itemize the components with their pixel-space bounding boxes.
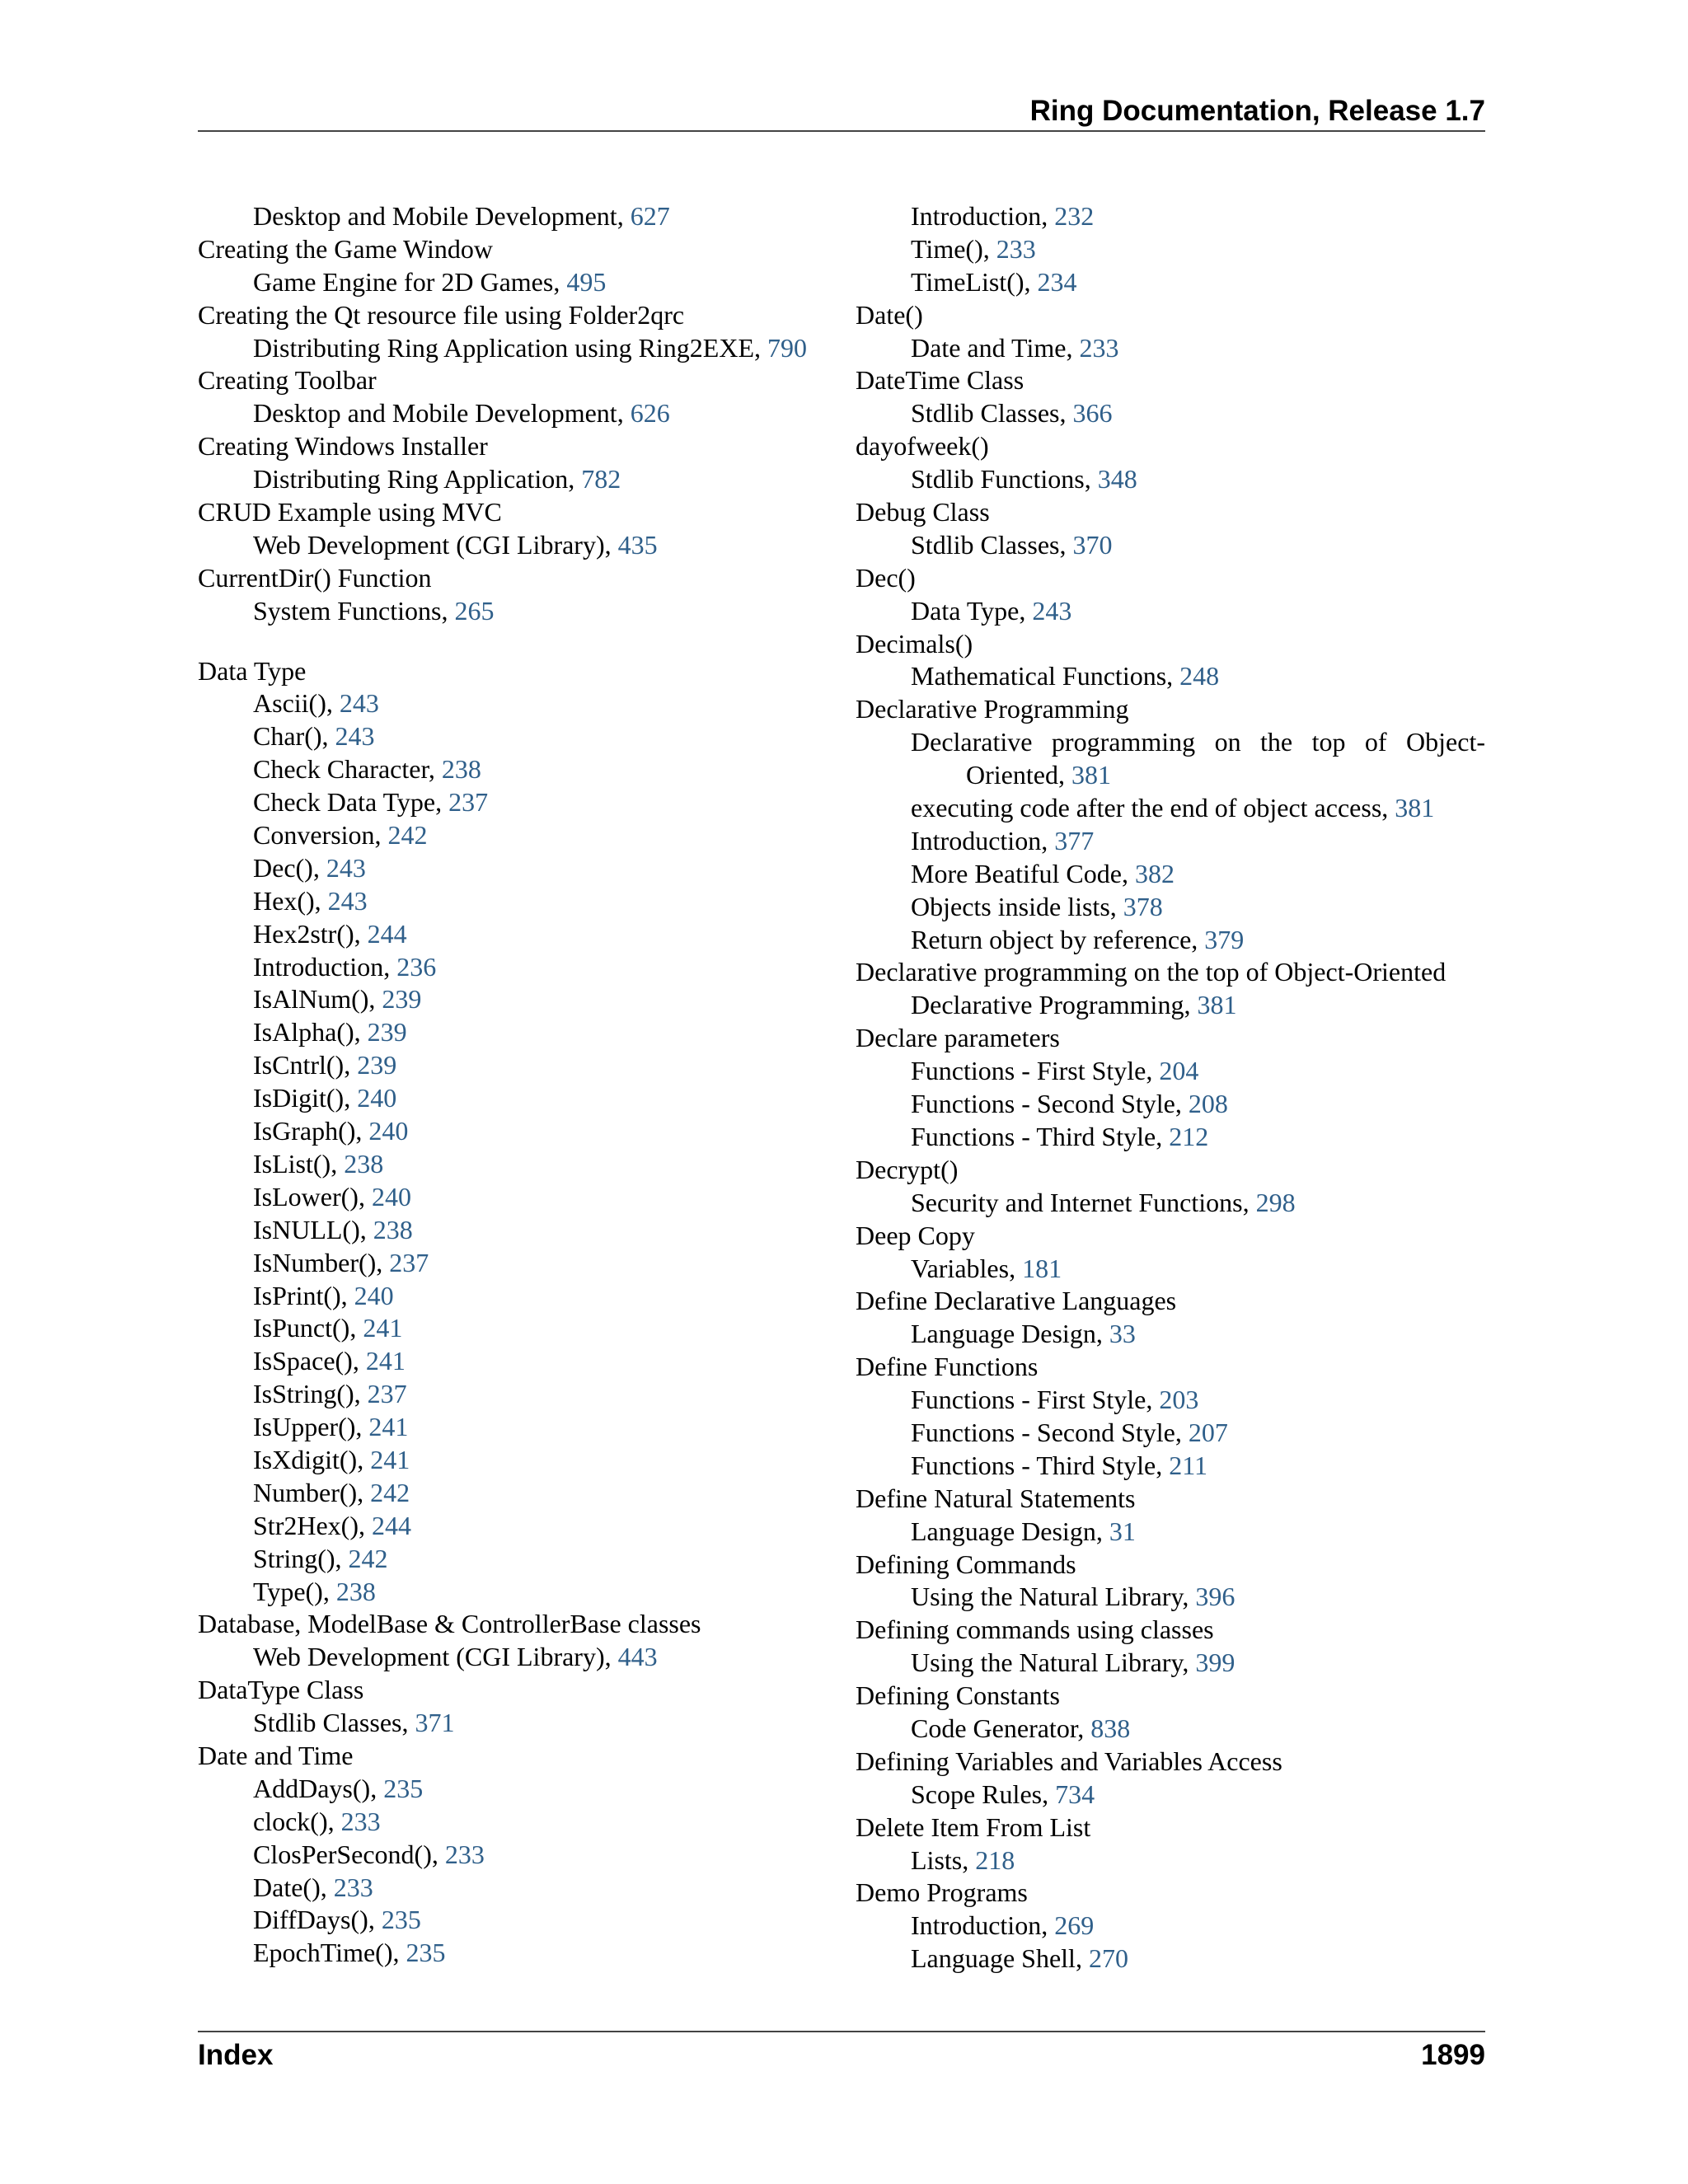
- entry-text: System Functions,: [253, 595, 455, 626]
- page-reference-link[interactable]: 348: [1097, 464, 1137, 494]
- index-term: [856, 1021, 1485, 1054]
- index-subentry: [856, 1580, 1485, 1613]
- index-subentry: [856, 1942, 1485, 1975]
- entry-text: Functions - Third Style,: [911, 1121, 1170, 1151]
- index-term: [856, 1284, 1485, 1317]
- page-reference-link[interactable]: 208: [1188, 1089, 1228, 1119]
- index-subentry: [856, 857, 1485, 890]
- index-term: [856, 1811, 1485, 1844]
- entry-text: Date(),: [253, 1872, 334, 1902]
- page-reference-link[interactable]: 239: [367, 1017, 407, 1047]
- page-reference-link[interactable]: 238: [441, 754, 481, 785]
- index-subentry: [856, 331, 1485, 364]
- entry-text: Declarative programming on the top of Object-Oriented: [856, 957, 1447, 987]
- index-subentry: [198, 1443, 832, 1476]
- page-reference-link[interactable]: 235: [381, 1905, 421, 1935]
- index-subentry: [198, 752, 832, 785]
- footer-rule: [198, 2031, 1485, 2032]
- index-subentry: [198, 528, 832, 561]
- index-subentry: [198, 1509, 832, 1542]
- entry-text: IsCntrl(),: [253, 1050, 358, 1080]
- index-subentry: [198, 851, 832, 884]
- index-term: [198, 1739, 832, 1772]
- page-reference-link[interactable]: 243: [327, 885, 368, 916]
- page-reference-link[interactable]: 238: [373, 1214, 413, 1244]
- index-subentry: [198, 982, 832, 1015]
- index-subentry: [856, 890, 1485, 923]
- index-subentry: [198, 1772, 832, 1805]
- entry-text: Defining Constants: [856, 1680, 1060, 1711]
- index-subentry: [856, 791, 1485, 824]
- index-term: [198, 1673, 832, 1706]
- index-subentry: [856, 232, 1485, 265]
- running-footer: [198, 2036, 1485, 2075]
- entry-text: AddDays(),: [253, 1773, 384, 1803]
- index-subentry: [198, 687, 832, 719]
- index-term: [856, 1482, 1485, 1515]
- entry-text: Distributing Ring Application,: [253, 464, 582, 494]
- entry-text: Hex2str(),: [253, 918, 368, 949]
- index-subentry: [198, 1476, 832, 1509]
- entry-text: IsAlNum(),: [253, 984, 382, 1015]
- entry-text: Define Natural Statements: [856, 1483, 1136, 1513]
- entry-text: Code Generator,: [911, 1713, 1091, 1743]
- page-reference-link[interactable]: 211: [1169, 1450, 1207, 1480]
- page-reference-link[interactable]: 243: [339, 688, 379, 719]
- index-subentry: [856, 1449, 1485, 1482]
- entry-text: Defining Commands: [856, 1549, 1076, 1579]
- entry-text: IsGraph(),: [253, 1116, 369, 1146]
- entry-text: executing code after the end of object access,: [911, 793, 1395, 823]
- entry-text: Declare parameters: [856, 1023, 1060, 1053]
- page-reference-link[interactable]: 237: [367, 1379, 407, 1409]
- entry-text: TimeList(),: [911, 266, 1038, 297]
- index-term: [856, 1745, 1485, 1778]
- index-subentry: [856, 1712, 1485, 1745]
- entry-text: Data Type,: [911, 595, 1033, 626]
- entry-text: Introduction,: [911, 1910, 1055, 1941]
- entry-text: Stdlib Classes,: [253, 1708, 415, 1738]
- entry-text: String(),: [253, 1543, 349, 1573]
- entry-text: Conversion,: [253, 820, 388, 851]
- index-subentry: [198, 1936, 832, 1969]
- entry-text: clock(),: [253, 1806, 341, 1836]
- entry-text: Creating the Game Window: [198, 233, 494, 264]
- index-subentry: [856, 528, 1485, 561]
- page-reference-link[interactable]: 235: [383, 1773, 424, 1803]
- entry-text: Language Design,: [911, 1516, 1109, 1546]
- entry-text: Defining Variables and Variables Access: [856, 1746, 1282, 1776]
- index-subentry: [198, 396, 832, 429]
- entry-text: Introduction,: [253, 951, 397, 982]
- footer-page-number: 1899: [1421, 2039, 1485, 2071]
- entry-text: Date and Time,: [911, 332, 1080, 363]
- entry-text: Delete Item From List: [856, 1811, 1091, 1842]
- page-reference-link[interactable]: 244: [367, 918, 407, 949]
- index-column-left: [198, 199, 832, 1969]
- page-reference-link[interactable]: 239: [382, 984, 422, 1015]
- entry-text: IsPunct(),: [253, 1313, 363, 1343]
- page-reference-link[interactable]: 232: [1054, 201, 1095, 231]
- running-header: Ring Documentation, Release 1.7: [1029, 95, 1485, 127]
- entry-text: Mathematical Functions,: [911, 661, 1180, 691]
- index-term: [198, 298, 832, 331]
- entry-text: Distributing Ring Application using Ring2EXE,: [253, 332, 767, 363]
- entry-text: Stdlib Classes,: [911, 398, 1073, 429]
- entry-text: Web Development (CGI Library),: [253, 529, 618, 560]
- page-reference-link[interactable]: 370: [1072, 529, 1113, 560]
- index-subentry: [198, 594, 832, 627]
- index-subentry: [856, 758, 1485, 791]
- page-reference-link[interactable]: 242: [370, 1477, 410, 1507]
- entry-text: IsSpace(),: [253, 1346, 366, 1376]
- entry-text: CRUD Example using MVC: [198, 497, 502, 527]
- entry-text: Number(),: [253, 1477, 371, 1507]
- entry-text: Return object by reference,: [911, 924, 1205, 954]
- index-subentry: [198, 199, 832, 232]
- entry-text: IsNumber(),: [253, 1247, 390, 1277]
- page-reference-link[interactable]: 234: [1037, 266, 1077, 297]
- entry-text: DateTime Class: [856, 365, 1025, 396]
- entry-text: IsUpper(),: [253, 1412, 369, 1442]
- index-term: [856, 429, 1485, 462]
- index-term: [856, 1350, 1485, 1383]
- page-reference-link[interactable]: 399: [1195, 1647, 1236, 1678]
- index-term: [856, 692, 1485, 725]
- page-reference-link[interactable]: 371: [415, 1708, 455, 1738]
- page-reference-link[interactable]: 243: [335, 721, 375, 752]
- entry-text: Introduction,: [911, 201, 1055, 231]
- entry-text: Functions - Third Style,: [911, 1450, 1170, 1480]
- index-subentry: [198, 1015, 832, 1048]
- page-reference-link[interactable]: 204: [1159, 1056, 1199, 1086]
- page-reference-link[interactable]: 241: [368, 1412, 409, 1442]
- page-reference-link[interactable]: 233: [1079, 332, 1119, 363]
- index-subentry: [198, 1805, 832, 1838]
- entry-text: Defining commands using classes: [856, 1615, 1214, 1645]
- entry-text: Creating Toolbar: [198, 365, 377, 396]
- page-reference-link[interactable]: 396: [1195, 1582, 1236, 1612]
- entry-text: Creating the Qt resource file using Folder2qrc: [198, 299, 685, 330]
- page-reference-link[interactable]: 238: [335, 1576, 376, 1606]
- index-subentry: [198, 1246, 832, 1279]
- index-subentry: [198, 785, 832, 818]
- index-subentry: [198, 1147, 832, 1180]
- index-subentry: [856, 1317, 1485, 1350]
- index-subentry: [856, 1186, 1485, 1219]
- page-reference-link[interactable]: 379: [1204, 924, 1245, 954]
- index-term: [856, 495, 1485, 528]
- index-term: [856, 561, 1485, 594]
- entry-text: Decimals(): [856, 628, 973, 658]
- index-subentry: [856, 1778, 1485, 1811]
- index-subentry: [198, 1903, 832, 1936]
- page-reference-link[interactable]: 236: [396, 951, 437, 982]
- index-subentry: [856, 923, 1485, 956]
- entry-text: Web Development (CGI Library),: [253, 1642, 618, 1672]
- page-reference-link[interactable]: 495: [566, 266, 607, 297]
- entry-text: Date and Time: [198, 1740, 354, 1770]
- index-subentry: [198, 1377, 832, 1410]
- index-subentry: [198, 1542, 832, 1575]
- page-reference-link[interactable]: 238: [344, 1148, 384, 1179]
- entry-text: Dec(),: [253, 852, 326, 883]
- index-term: [856, 363, 1485, 396]
- entry-text: Define Functions: [856, 1352, 1039, 1382]
- page-reference-link[interactable]: 378: [1123, 891, 1163, 921]
- page-reference-link[interactable]: 377: [1054, 825, 1095, 855]
- index-term: [198, 232, 832, 265]
- page-reference-link[interactable]: 270: [1088, 1943, 1128, 1974]
- index-term: [856, 1613, 1485, 1646]
- index-subentry: [856, 1252, 1485, 1285]
- entry-text: Stdlib Functions,: [911, 464, 1098, 494]
- index-subentry: [198, 1575, 832, 1608]
- page-reference-link[interactable]: 33: [1109, 1319, 1136, 1349]
- index-subentry: [856, 1646, 1485, 1679]
- index-subentry: [198, 950, 832, 983]
- page-reference-link[interactable]: 243: [1032, 595, 1072, 626]
- page-reference-link[interactable]: 435: [617, 529, 658, 560]
- entry-text: Str2Hex(),: [253, 1510, 372, 1540]
- page-reference-link[interactable]: 269: [1054, 1910, 1095, 1941]
- entry-text: Define Declarative Languages: [856, 1286, 1177, 1316]
- entry-text: DataType Class: [198, 1675, 364, 1705]
- entry-text: Deep Copy: [856, 1220, 975, 1250]
- page-reference-link[interactable]: 212: [1169, 1121, 1209, 1151]
- page-reference-link[interactable]: 298: [1255, 1187, 1296, 1217]
- page-reference-link[interactable]: 240: [354, 1280, 394, 1310]
- page-reference-link[interactable]: 241: [363, 1313, 403, 1343]
- index-term: [198, 363, 832, 396]
- letter-group-gap: [198, 627, 832, 654]
- entry-text: Oriented,: [966, 760, 1071, 790]
- index-subentry: [198, 719, 832, 752]
- entry-text: IsString(),: [253, 1379, 368, 1409]
- entry-text: Check Character,: [253, 754, 442, 785]
- entry-text: Objects inside lists,: [911, 891, 1123, 921]
- index-subentry: [198, 1180, 832, 1213]
- entry-text: Database, ModelBase & ControllerBase classes: [198, 1609, 701, 1639]
- index-subentry: [856, 1515, 1485, 1548]
- index-subentry: [198, 1410, 832, 1443]
- page-reference-link[interactable]: 366: [1072, 398, 1113, 429]
- index-term: [856, 1876, 1485, 1909]
- index-subentry: [198, 1048, 832, 1081]
- index-subentry: [856, 199, 1485, 232]
- index-column-right: [856, 199, 1485, 1975]
- index-subentry: [198, 884, 832, 917]
- index-term: [856, 298, 1485, 331]
- entry-text: Functions - Second Style,: [911, 1417, 1189, 1447]
- entry-text: Creating Windows Installer: [198, 431, 488, 462]
- index-subentry: [856, 659, 1485, 692]
- page-reference-link[interactable]: 31: [1109, 1516, 1136, 1546]
- entry-text: IsPrint(),: [253, 1280, 354, 1310]
- page-reference-link[interactable]: 181: [1022, 1253, 1062, 1283]
- page-reference-link[interactable]: 243: [326, 852, 366, 883]
- entry-text: Dec(): [856, 562, 916, 593]
- index-term: [198, 495, 832, 528]
- page-reference-link[interactable]: 242: [348, 1543, 388, 1573]
- index-subentry: [856, 1120, 1485, 1153]
- page-reference-link[interactable]: 627: [630, 201, 670, 231]
- entry-text: Time(),: [911, 233, 996, 264]
- page-reference-link[interactable]: 443: [617, 1642, 658, 1672]
- index-subentry: [856, 1383, 1485, 1416]
- entry-text: EpochTime(),: [253, 1938, 406, 1968]
- entry-text: IsDigit(),: [253, 1083, 358, 1113]
- page-reference-link[interactable]: 790: [767, 332, 807, 363]
- page-reference-link[interactable]: 240: [368, 1116, 409, 1146]
- entry-text: Desktop and Mobile Development,: [253, 398, 631, 429]
- page-reference-link[interactable]: 241: [365, 1346, 406, 1376]
- entry-text: Desktop and Mobile Development,: [253, 201, 631, 231]
- entry-text: Introduction,: [911, 825, 1055, 855]
- page-reference-link[interactable]: 734: [1055, 1779, 1095, 1809]
- page-reference-link[interactable]: 626: [630, 398, 670, 429]
- page-reference-link[interactable]: 235: [406, 1938, 446, 1968]
- entry-text: Scope Rules,: [911, 1779, 1056, 1809]
- entry-text: dayofweek(): [856, 431, 989, 462]
- page-reference-link[interactable]: 248: [1179, 661, 1220, 691]
- index-subentry: [856, 988, 1485, 1021]
- page-reference-link[interactable]: 240: [357, 1083, 397, 1113]
- entry-text: Check Data Type,: [253, 787, 449, 818]
- entry-text: Declarative Programming,: [911, 990, 1198, 1020]
- page-reference-link[interactable]: 233: [444, 1839, 485, 1869]
- entry-text: Using the Natural Library,: [911, 1647, 1196, 1678]
- page-reference-link[interactable]: 242: [387, 820, 428, 851]
- page-reference-link[interactable]: 207: [1188, 1417, 1228, 1447]
- index-subentry: [198, 1279, 832, 1312]
- entry-text: Using the Natural Library,: [911, 1582, 1196, 1612]
- entry-text: Functions - Second Style,: [911, 1089, 1189, 1119]
- page-reference-link[interactable]: 381: [1395, 793, 1435, 823]
- index-subentry: [856, 725, 1485, 758]
- entry-text: Date(): [856, 299, 923, 330]
- page-reference-link[interactable]: 233: [340, 1806, 381, 1836]
- index-term: [856, 1548, 1485, 1581]
- page-reference-link[interactable]: 381: [1071, 760, 1111, 790]
- index-term: [856, 955, 1485, 988]
- page-reference-link[interactable]: 382: [1134, 858, 1175, 888]
- entry-text: DiffDays(),: [253, 1905, 382, 1935]
- index-term: [198, 429, 832, 462]
- entry-text: Type(),: [253, 1576, 336, 1606]
- entry-text: Demo Programs: [856, 1877, 1028, 1908]
- index-term: [198, 561, 832, 594]
- index-subentry: [198, 917, 832, 950]
- page-reference-link[interactable]: 244: [371, 1510, 411, 1540]
- index-term: [856, 627, 1485, 660]
- index-subentry: [856, 462, 1485, 495]
- page-reference-link[interactable]: 381: [1197, 990, 1237, 1020]
- page-reference-link[interactable]: 239: [357, 1050, 397, 1080]
- index-subentry: [856, 1416, 1485, 1449]
- page-reference-link[interactable]: 218: [975, 1844, 1015, 1875]
- index-subentry: [856, 824, 1485, 857]
- entry-text: IsNULL(),: [253, 1214, 373, 1244]
- index-subentry: [198, 1640, 832, 1673]
- index-subentry: [198, 818, 832, 851]
- index-subentry: [856, 1909, 1485, 1942]
- index-term: [856, 1153, 1485, 1186]
- page-reference-link[interactable]: 782: [581, 464, 621, 494]
- index-subentry: [856, 1054, 1485, 1087]
- entry-text: Variables,: [911, 1253, 1023, 1283]
- index-subentry: [856, 265, 1485, 298]
- index-subentry: [198, 462, 832, 495]
- entry-text: Functions - First Style,: [911, 1385, 1160, 1415]
- entry-text: Lists,: [911, 1844, 976, 1875]
- index-subentry: [856, 1844, 1485, 1877]
- entry-text: Declarative Programming: [856, 694, 1129, 724]
- index-term: [856, 1219, 1485, 1252]
- entry-text: Hex(),: [253, 885, 328, 916]
- entry-text: Decrypt(): [856, 1154, 959, 1184]
- index-subentry: [198, 1311, 832, 1344]
- footer-section: Index: [198, 2039, 274, 2071]
- page-reference-link[interactable]: 237: [389, 1247, 429, 1277]
- index-subentry: [198, 1871, 832, 1904]
- index-subentry: [856, 1087, 1485, 1120]
- entry-text: Stdlib Classes,: [911, 529, 1073, 560]
- entry-text: Functions - First Style,: [911, 1056, 1160, 1086]
- entry-text: IsXdigit(),: [253, 1444, 371, 1474]
- entry-text: ClosPerSecond(),: [253, 1839, 445, 1869]
- entry-text: IsList(),: [253, 1148, 345, 1179]
- entry-text: IsAlpha(),: [253, 1017, 368, 1047]
- index-subentry: [856, 594, 1485, 627]
- index-subentry: [198, 1838, 832, 1871]
- entry-text: Ascii(),: [253, 688, 340, 719]
- page-reference-link[interactable]: 265: [454, 595, 495, 626]
- entry-text: Language Design,: [911, 1319, 1109, 1349]
- entry-text: Declarative programming on the top of Object-: [911, 727, 1485, 757]
- entry-text: Debug Class: [856, 497, 990, 527]
- entry-text: Security and Internet Functions,: [911, 1187, 1256, 1217]
- header-rule: [198, 130, 1485, 132]
- page-reference-link[interactable]: 203: [1159, 1385, 1199, 1415]
- entry-text: Language Shell,: [911, 1943, 1089, 1974]
- page-reference-link[interactable]: 241: [370, 1444, 410, 1474]
- index-subentry: [198, 1114, 832, 1147]
- index-subentry: [198, 1081, 832, 1114]
- index-subentry: [198, 331, 832, 364]
- page-reference-link[interactable]: 838: [1090, 1713, 1131, 1743]
- page-reference-link[interactable]: 233: [333, 1872, 373, 1902]
- index-subentry: [856, 396, 1485, 429]
- entry-text: Data Type: [198, 655, 307, 686]
- index-subentry: [198, 1344, 832, 1377]
- index-term: [856, 1679, 1485, 1712]
- page-reference-link[interactable]: 233: [996, 233, 1036, 264]
- entry-text: Game Engine for 2D Games,: [253, 266, 567, 297]
- index-subentry: [198, 1213, 832, 1246]
- entry-text: CurrentDir() Function: [198, 562, 432, 593]
- page-reference-link[interactable]: 240: [371, 1181, 411, 1212]
- entry-text: IsLower(),: [253, 1181, 372, 1212]
- page-reference-link[interactable]: 237: [448, 787, 489, 818]
- index-term: [198, 1607, 832, 1640]
- entry-text: More Beatiful Code,: [911, 858, 1135, 888]
- index-subentry: [198, 1706, 832, 1739]
- index-term: [198, 654, 832, 687]
- index-subentry: [198, 265, 832, 298]
- entry-text: Char(),: [253, 721, 335, 752]
